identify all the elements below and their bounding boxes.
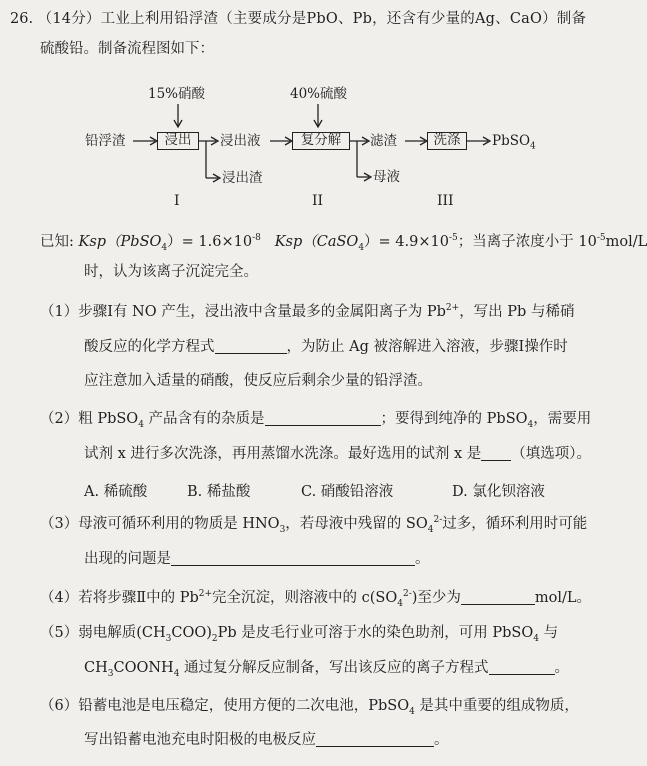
q5-sub-c: 4 bbox=[533, 633, 539, 644]
product-formula: PbSO bbox=[492, 133, 531, 149]
known-prefix: 已知: bbox=[40, 234, 79, 250]
q3-text-c: 过多，循环利用时可能 bbox=[442, 516, 588, 532]
q5-sub-a: 3 bbox=[165, 633, 172, 644]
flow-start: 铅浮渣 bbox=[85, 133, 126, 149]
ion-threshold-text: ；当离子浓度小于 10 bbox=[457, 234, 597, 250]
q1-line1 bbox=[40, 303, 574, 321]
q1-line3: 应注意加入适量的硝酸，使反应后剩余少量的铅浮渣。 bbox=[84, 373, 432, 389]
step-label-2: II bbox=[312, 193, 324, 209]
q4-answer-blank[interactable] bbox=[461, 590, 535, 605]
ksp-caso4-value: ）= 4.9×10 bbox=[364, 234, 449, 250]
q6-text-b: 是其中重要的组成物质， bbox=[414, 698, 579, 714]
q2-option-b[interactable]: B. 稀盐酸 bbox=[187, 484, 251, 500]
question-head-line2: 硫酸铅。制备流程图如下： bbox=[40, 41, 214, 57]
q3-line1 bbox=[40, 515, 587, 533]
q6-text-c: 写出铅蓄电池充电时阳极的电极反应 bbox=[84, 732, 316, 748]
q5-sub-e: 4 bbox=[173, 668, 180, 679]
q6-answer-blank[interactable] bbox=[316, 732, 434, 747]
q1-text-d: ，为防止 Ag 被溶解进入溶液，步骤Ⅰ操作时 bbox=[286, 339, 568, 355]
flow-leachate: 浸出液 bbox=[220, 133, 261, 149]
q3-charge: 2- bbox=[433, 515, 443, 526]
q3-answer-blank[interactable] bbox=[171, 551, 415, 566]
q2-text-d: ，需要用 bbox=[533, 411, 592, 427]
q5-text-f: COONH bbox=[113, 660, 174, 676]
flow-box-metathesis: 复分解 bbox=[292, 132, 350, 150]
ksp-caso4-label: Ksp（CaSO bbox=[274, 234, 359, 250]
q1-line2 bbox=[84, 338, 568, 356]
q2-option-a[interactable]: A. 稀硫酸 bbox=[84, 484, 148, 500]
step-label-1: I bbox=[174, 193, 180, 209]
q1-text-a: （1）步骤Ⅰ有 NO 产生，浸出液中含量最多的金属阳离子为 Pb bbox=[40, 304, 446, 320]
question-head: （14分）工业上利用铅浮渣（主要成分是PbO、Pb，还含有少量的Ag、CaO）制备 bbox=[37, 11, 587, 27]
q5-text-d: 与 bbox=[538, 625, 559, 641]
flow-filter-residue: 滤渣 bbox=[370, 133, 397, 149]
ksp-pbso4-value: ）= 1.6×10 bbox=[167, 234, 253, 250]
q4-charge2: 2- bbox=[402, 589, 412, 600]
q2-text-c: ；要得到纯净的 PbSO bbox=[380, 411, 528, 427]
q4-text-a: （4）若将步骤Ⅱ中的 Pb bbox=[40, 590, 199, 606]
q1-text-c: 酸反应的化学方程式 bbox=[84, 339, 215, 355]
q6-text-a: （6）铅蓄电池是电压稳定，使用方便的二次电池，PbSO bbox=[40, 698, 410, 714]
step-label-3: III bbox=[437, 193, 454, 209]
q1-text-b: ，写出 Pb 与稀硝 bbox=[459, 304, 575, 320]
q1-charge: 2+ bbox=[445, 303, 460, 314]
q4-text-c: )至少为 bbox=[411, 590, 461, 606]
q2-sub-b: 4 bbox=[527, 419, 534, 430]
flowchart-arrows bbox=[0, 0, 605, 220]
q3-sub-a: 3 bbox=[279, 524, 286, 535]
flow-box-leach: 浸出 bbox=[157, 132, 199, 150]
q5-text-c: Pb 是皮毛行业可溶于水的染色助剂，可用 PbSO bbox=[217, 625, 534, 641]
q2-option-d[interactable]: D. 氯化钡溶液 bbox=[452, 484, 545, 500]
q2-choice-blank[interactable] bbox=[481, 446, 511, 461]
q4-unit: mol/L。 bbox=[534, 590, 592, 606]
reagent-2: 40%硫酸 bbox=[290, 86, 348, 102]
q6-sub: 4 bbox=[409, 706, 415, 717]
ksp-caso4-sub: 4 bbox=[358, 242, 365, 253]
q5-line1 bbox=[40, 624, 558, 642]
known-line2: 时，认为该离子沉淀完全。 bbox=[84, 264, 258, 280]
ksp-caso4-exp: -5 bbox=[448, 233, 458, 244]
q6-line1 bbox=[40, 697, 579, 715]
q3-text-a: （3）母液可循环利用的物质是 HNO bbox=[40, 516, 280, 532]
ion-threshold-unit: mol/L bbox=[605, 234, 647, 250]
ksp-pbso4-sub: 4 bbox=[161, 242, 168, 253]
q3-sub-b: 4 bbox=[427, 524, 434, 535]
q2-impurity-blank[interactable] bbox=[265, 411, 381, 426]
ksp-pbso4-exp: -8 bbox=[252, 233, 261, 244]
q2-option-c[interactable]: C. 硝酸铅溶液 bbox=[301, 484, 394, 500]
q5-answer-blank[interactable] bbox=[489, 660, 555, 675]
q5-text-b: COO) bbox=[171, 625, 212, 641]
q4-charge: 2+ bbox=[198, 589, 213, 600]
q5-text-a: （5）弱电解质(CH bbox=[40, 625, 166, 641]
q3-text-d: 出现的问题是 bbox=[84, 551, 171, 567]
question-number: 26. bbox=[10, 11, 34, 27]
q5-text-e: CH bbox=[84, 660, 108, 676]
q5-text-g: 通过复分解反应制备，写出该反应的离子方程式 bbox=[179, 660, 489, 676]
q2-text-f: （填选项）。 bbox=[511, 446, 592, 462]
q5-sub-d: 3 bbox=[107, 668, 114, 679]
q5-line2 bbox=[84, 659, 569, 677]
q4-sub: 4 bbox=[397, 598, 403, 609]
flow-box-wash: 洗涤 bbox=[427, 132, 467, 150]
flow-mother-liquor: 母液 bbox=[373, 169, 400, 185]
ion-threshold-exp: -5 bbox=[596, 233, 606, 244]
q4-text-b: 完全沉淀，则溶液中的 c(SO bbox=[212, 590, 398, 606]
q3-line2 bbox=[84, 550, 430, 568]
flow-product bbox=[492, 133, 536, 152]
q5-text-h: 。 bbox=[554, 660, 570, 676]
q2-text-a: （2）粗 PbSO bbox=[40, 411, 139, 427]
q5-sub-b: 2 bbox=[211, 633, 218, 644]
q2-sub-a: 4 bbox=[138, 419, 144, 430]
q4-line bbox=[40, 589, 591, 607]
product-subscript: 4 bbox=[530, 141, 536, 152]
q2-line1 bbox=[40, 410, 591, 428]
q2-text-e: 试剂 x 进行多次洗涤，再用蒸馏水洗涤。最好选用的试剂 x 是 bbox=[84, 446, 482, 462]
q6-line2 bbox=[84, 731, 449, 749]
q6-text-d: 。 bbox=[434, 732, 449, 748]
q3-text-b: ，若母液中残留的 SO bbox=[285, 516, 428, 532]
q2-text-b: 产品含有的杂质是 bbox=[143, 411, 265, 427]
ksp-pbso4-label: Ksp（PbSO bbox=[78, 234, 162, 250]
flow-leach-residue: 浸出渣 bbox=[222, 170, 263, 186]
q1-answer-blank[interactable] bbox=[215, 339, 287, 354]
q3-text-e: 。 bbox=[415, 551, 430, 567]
q2-line2 bbox=[84, 445, 591, 463]
reagent-1: 15%硝酸 bbox=[148, 86, 206, 102]
known-ksp-line bbox=[40, 233, 647, 251]
